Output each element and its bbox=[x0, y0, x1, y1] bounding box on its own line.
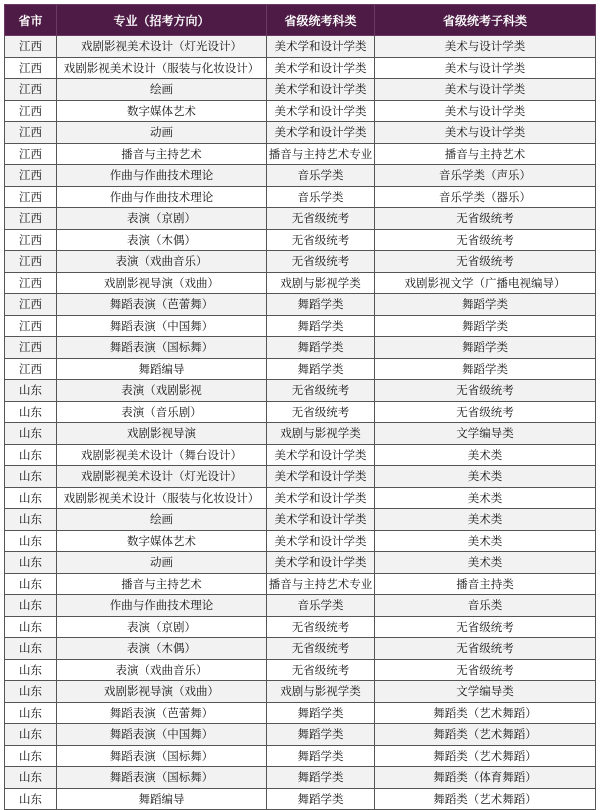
cell-exam-subcategory: 美术与设计学类 bbox=[375, 100, 596, 122]
table-row bbox=[5, 380, 596, 402]
cell-exam-subcategory: 美术类 bbox=[375, 552, 596, 574]
cell-province: 江西 bbox=[5, 208, 57, 230]
cell-province: 江西 bbox=[5, 100, 57, 122]
cell-exam-category: 舞蹈学类 bbox=[267, 358, 375, 380]
cell-exam-subcategory: 播音主持类 bbox=[375, 573, 596, 595]
cell-province: 江西 bbox=[5, 315, 57, 337]
header-province: 省市 bbox=[5, 5, 57, 36]
table-row bbox=[5, 788, 596, 810]
table-row bbox=[5, 509, 596, 531]
table-container bbox=[4, 4, 596, 810]
cell-major: 数字媒体艺术 bbox=[57, 100, 267, 122]
cell-exam-category: 戏剧与影视学类 bbox=[267, 272, 375, 294]
cell-exam-category: 美术学和设计学类 bbox=[267, 36, 375, 58]
cell-province: 江西 bbox=[5, 165, 57, 187]
cell-exam-subcategory: 美术与设计学类 bbox=[375, 79, 596, 101]
table-row bbox=[5, 487, 596, 509]
table-row bbox=[5, 444, 596, 466]
header-exam-category: 省级统考科类 bbox=[267, 5, 375, 36]
cell-province: 山东 bbox=[5, 745, 57, 767]
cell-province: 江西 bbox=[5, 251, 57, 273]
cell-exam-subcategory: 音乐学类（器乐） bbox=[375, 186, 596, 208]
cell-exam-category: 舞蹈学类 bbox=[267, 337, 375, 359]
table-row bbox=[5, 337, 596, 359]
cell-exam-subcategory: 舞蹈类（艺术舞蹈） bbox=[375, 724, 596, 746]
cell-exam-category: 无省级统考 bbox=[267, 401, 375, 423]
cell-exam-subcategory: 无省级统考 bbox=[375, 229, 596, 251]
cell-exam-category: 舞蹈学类 bbox=[267, 745, 375, 767]
cell-exam-category: 无省级统考 bbox=[267, 251, 375, 273]
cell-exam-subcategory: 戏剧影视文学（广播电视编导） bbox=[375, 272, 596, 294]
cell-exam-subcategory: 无省级统考 bbox=[375, 380, 596, 402]
cell-province: 江西 bbox=[5, 229, 57, 251]
cell-major: 播音与主持艺术 bbox=[57, 143, 267, 165]
cell-province: 山东 bbox=[5, 767, 57, 789]
cell-province: 山东 bbox=[5, 681, 57, 703]
header-exam-subcategory: 省级统考子科类 bbox=[375, 5, 596, 36]
table-row bbox=[5, 724, 596, 746]
cell-major: 舞蹈编导 bbox=[57, 358, 267, 380]
table-row bbox=[5, 466, 596, 488]
cell-exam-category: 无省级统考 bbox=[267, 638, 375, 660]
cell-exam-category: 美术学和设计学类 bbox=[267, 487, 375, 509]
cell-exam-subcategory: 舞蹈学类 bbox=[375, 358, 596, 380]
cell-exam-subcategory: 美术类 bbox=[375, 530, 596, 552]
cell-major: 绘画 bbox=[57, 509, 267, 531]
cell-province: 山东 bbox=[5, 788, 57, 810]
cell-exam-subcategory: 无省级统考 bbox=[375, 616, 596, 638]
cell-exam-category: 音乐学类 bbox=[267, 186, 375, 208]
table-row bbox=[5, 423, 596, 445]
cell-exam-category: 播音与主持艺术专业 bbox=[267, 573, 375, 595]
table-row bbox=[5, 745, 596, 767]
cell-province: 山东 bbox=[5, 573, 57, 595]
table-row bbox=[5, 251, 596, 273]
cell-exam-category: 音乐学类 bbox=[267, 595, 375, 617]
cell-major: 表演（戏曲音乐） bbox=[57, 251, 267, 273]
cell-exam-category: 播音与主持艺术专业 bbox=[267, 143, 375, 165]
cell-exam-subcategory: 美术与设计学类 bbox=[375, 57, 596, 79]
cell-province: 江西 bbox=[5, 122, 57, 144]
table-row bbox=[5, 573, 596, 595]
cell-exam-category: 舞蹈学类 bbox=[267, 767, 375, 789]
cell-major: 作曲与作曲技术理论 bbox=[57, 165, 267, 187]
cell-major: 舞蹈表演（中国舞） bbox=[57, 315, 267, 337]
cell-province: 山东 bbox=[5, 487, 57, 509]
table-row bbox=[5, 767, 596, 789]
cell-province: 山东 bbox=[5, 401, 57, 423]
table-row bbox=[5, 165, 596, 187]
table-row bbox=[5, 229, 596, 251]
table-row bbox=[5, 552, 596, 574]
table-row bbox=[5, 401, 596, 423]
table-row bbox=[5, 36, 596, 58]
cell-major: 作曲与作曲技术理论 bbox=[57, 595, 267, 617]
cell-major: 舞蹈表演（芭蕾舞） bbox=[57, 702, 267, 724]
table-row bbox=[5, 122, 596, 144]
cell-exam-category: 无省级统考 bbox=[267, 616, 375, 638]
table-row bbox=[5, 272, 596, 294]
cell-exam-category: 美术学和设计学类 bbox=[267, 552, 375, 574]
cell-province: 江西 bbox=[5, 57, 57, 79]
cell-province: 山东 bbox=[5, 638, 57, 660]
cell-province: 山东 bbox=[5, 509, 57, 531]
cell-exam-category: 美术学和设计学类 bbox=[267, 100, 375, 122]
cell-exam-category: 舞蹈学类 bbox=[267, 702, 375, 724]
majors-table bbox=[4, 4, 596, 810]
cell-exam-category: 无省级统考 bbox=[267, 208, 375, 230]
cell-exam-category: 美术学和设计学类 bbox=[267, 79, 375, 101]
table-row bbox=[5, 79, 596, 101]
cell-province: 山东 bbox=[5, 466, 57, 488]
cell-exam-subcategory: 无省级统考 bbox=[375, 659, 596, 681]
cell-major: 表演（戏剧影视 bbox=[57, 380, 267, 402]
header-major: 专业（招考方向） bbox=[57, 5, 267, 36]
cell-province: 山东 bbox=[5, 552, 57, 574]
cell-major: 戏剧影视导演 bbox=[57, 423, 267, 445]
cell-major: 戏剧影视美术设计（灯光设计） bbox=[57, 466, 267, 488]
table-row bbox=[5, 186, 596, 208]
cell-exam-category: 美术学和设计学类 bbox=[267, 444, 375, 466]
cell-major: 表演（木偶） bbox=[57, 229, 267, 251]
cell-exam-category: 舞蹈学类 bbox=[267, 315, 375, 337]
cell-major: 表演（音乐剧） bbox=[57, 401, 267, 423]
table-row bbox=[5, 315, 596, 337]
cell-exam-subcategory: 美术与设计学类 bbox=[375, 122, 596, 144]
table-body bbox=[5, 36, 596, 810]
cell-exam-subcategory: 舞蹈学类 bbox=[375, 294, 596, 316]
cell-major: 戏剧影视美术设计（舞台设计） bbox=[57, 444, 267, 466]
table-row bbox=[5, 638, 596, 660]
cell-exam-subcategory: 无省级统考 bbox=[375, 208, 596, 230]
table-row bbox=[5, 100, 596, 122]
table-row bbox=[5, 208, 596, 230]
cell-province: 山东 bbox=[5, 444, 57, 466]
cell-exam-category: 戏剧与影视学类 bbox=[267, 681, 375, 703]
cell-major: 表演（木偶） bbox=[57, 638, 267, 660]
cell-major: 舞蹈编导 bbox=[57, 788, 267, 810]
cell-exam-subcategory: 无省级统考 bbox=[375, 401, 596, 423]
cell-exam-category: 美术学和设计学类 bbox=[267, 509, 375, 531]
cell-major: 舞蹈表演（国标舞） bbox=[57, 745, 267, 767]
table-row bbox=[5, 57, 596, 79]
cell-province: 江西 bbox=[5, 358, 57, 380]
cell-exam-subcategory: 美术类 bbox=[375, 509, 596, 531]
cell-exam-subcategory: 舞蹈类（艺术舞蹈） bbox=[375, 745, 596, 767]
cell-major: 表演（京剧） bbox=[57, 208, 267, 230]
cell-major: 舞蹈表演（中国舞） bbox=[57, 724, 267, 746]
cell-exam-subcategory: 舞蹈类（体育舞蹈） bbox=[375, 767, 596, 789]
table-row bbox=[5, 294, 596, 316]
cell-province: 山东 bbox=[5, 380, 57, 402]
cell-exam-subcategory: 美术类 bbox=[375, 444, 596, 466]
cell-exam-subcategory: 音乐类 bbox=[375, 595, 596, 617]
cell-province: 江西 bbox=[5, 79, 57, 101]
table-header bbox=[5, 5, 596, 36]
cell-exam-subcategory: 文学编导类 bbox=[375, 681, 596, 703]
cell-exam-subcategory: 音乐学类（声乐） bbox=[375, 165, 596, 187]
cell-province: 江西 bbox=[5, 186, 57, 208]
header-row bbox=[5, 5, 596, 36]
cell-major: 戏剧影视美术设计（灯光设计） bbox=[57, 36, 267, 58]
table-row bbox=[5, 530, 596, 552]
cell-major: 舞蹈表演（芭蕾舞） bbox=[57, 294, 267, 316]
table-row bbox=[5, 616, 596, 638]
cell-province: 山东 bbox=[5, 616, 57, 638]
cell-province: 江西 bbox=[5, 337, 57, 359]
cell-province: 山东 bbox=[5, 423, 57, 445]
cell-province: 江西 bbox=[5, 143, 57, 165]
cell-exam-category: 美术学和设计学类 bbox=[267, 122, 375, 144]
cell-province: 山东 bbox=[5, 659, 57, 681]
cell-exam-subcategory: 文学编导类 bbox=[375, 423, 596, 445]
cell-exam-subcategory: 舞蹈类（艺术舞蹈） bbox=[375, 702, 596, 724]
cell-exam-subcategory: 舞蹈学类 bbox=[375, 337, 596, 359]
table-row bbox=[5, 702, 596, 724]
cell-major: 动画 bbox=[57, 122, 267, 144]
cell-exam-category: 舞蹈学类 bbox=[267, 724, 375, 746]
cell-major: 戏剧影视美术设计（服装与化妆设计） bbox=[57, 487, 267, 509]
table-row bbox=[5, 681, 596, 703]
cell-province: 山东 bbox=[5, 530, 57, 552]
cell-major: 舞蹈表演（国标舞） bbox=[57, 337, 267, 359]
cell-exam-category: 戏剧与影视学类 bbox=[267, 423, 375, 445]
cell-province: 江西 bbox=[5, 36, 57, 58]
cell-exam-subcategory: 舞蹈学类 bbox=[375, 315, 596, 337]
cell-major: 数字媒体艺术 bbox=[57, 530, 267, 552]
cell-province: 山东 bbox=[5, 595, 57, 617]
cell-major: 动画 bbox=[57, 552, 267, 574]
cell-exam-subcategory: 美术类 bbox=[375, 466, 596, 488]
cell-major: 作曲与作曲技术理论 bbox=[57, 186, 267, 208]
cell-exam-category: 美术学和设计学类 bbox=[267, 57, 375, 79]
cell-province: 江西 bbox=[5, 272, 57, 294]
cell-major: 戏剧影视导演（戏曲） bbox=[57, 272, 267, 294]
cell-province: 山东 bbox=[5, 724, 57, 746]
cell-exam-subcategory: 无省级统考 bbox=[375, 251, 596, 273]
cell-exam-category: 无省级统考 bbox=[267, 380, 375, 402]
cell-major: 戏剧影视导演（戏曲） bbox=[57, 681, 267, 703]
cell-province: 江西 bbox=[5, 294, 57, 316]
cell-exam-subcategory: 播音与主持艺术 bbox=[375, 143, 596, 165]
cell-exam-category: 舞蹈学类 bbox=[267, 788, 375, 810]
table-row bbox=[5, 358, 596, 380]
cell-exam-subcategory: 舞蹈类（艺术舞蹈） bbox=[375, 788, 596, 810]
cell-province: 山东 bbox=[5, 702, 57, 724]
table-row bbox=[5, 595, 596, 617]
cell-exam-category: 无省级统考 bbox=[267, 229, 375, 251]
cell-major: 表演（京剧） bbox=[57, 616, 267, 638]
cell-major: 戏剧影视美术设计（服装与化妆设计） bbox=[57, 57, 267, 79]
cell-major: 绘画 bbox=[57, 79, 267, 101]
cell-exam-category: 舞蹈学类 bbox=[267, 294, 375, 316]
cell-major: 表演（戏曲音乐） bbox=[57, 659, 267, 681]
cell-major: 播音与主持艺术 bbox=[57, 573, 267, 595]
cell-exam-category: 无省级统考 bbox=[267, 659, 375, 681]
cell-exam-category: 音乐学类 bbox=[267, 165, 375, 187]
cell-exam-subcategory: 美术类 bbox=[375, 487, 596, 509]
cell-major: 舞蹈表演（国标舞） bbox=[57, 767, 267, 789]
table-row bbox=[5, 659, 596, 681]
cell-exam-category: 美术学和设计学类 bbox=[267, 530, 375, 552]
cell-exam-subcategory: 美术与设计学类 bbox=[375, 36, 596, 58]
cell-exam-subcategory: 无省级统考 bbox=[375, 638, 596, 660]
cell-exam-category: 美术学和设计学类 bbox=[267, 466, 375, 488]
table-row bbox=[5, 143, 596, 165]
